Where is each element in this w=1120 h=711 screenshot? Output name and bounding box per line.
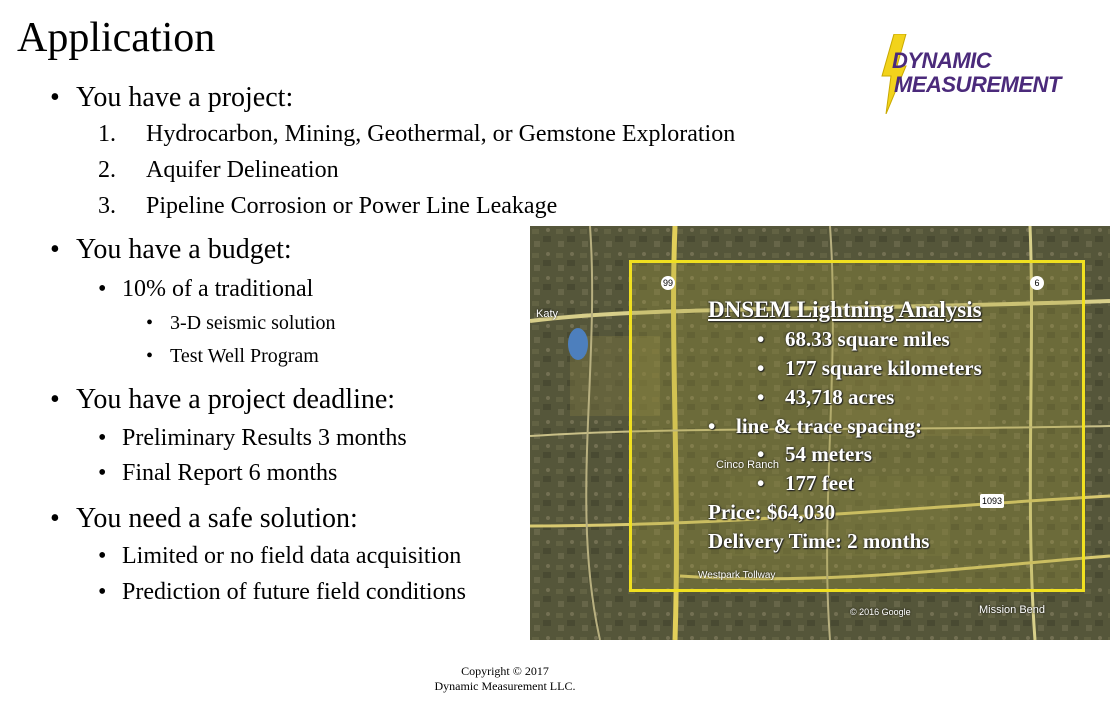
map-label-westpark: Westpark Tollway <box>698 570 776 581</box>
bullet: • <box>98 460 107 486</box>
area-square-miles: 68.33 square miles <box>785 327 950 351</box>
map-label-cinco-ranch: Cinco Ranch <box>716 459 779 471</box>
dynamic-measurement-logo <box>880 34 1061 114</box>
price: Price: $64,030 <box>708 500 836 524</box>
bullet: • <box>50 234 60 265</box>
bullet: • <box>757 385 765 409</box>
area-acres: 43,718 acres <box>785 385 895 409</box>
area-square-km: 177 square kilometers <box>785 356 982 380</box>
bullet: • <box>146 345 154 367</box>
bullet: • <box>98 579 107 605</box>
bullet: • <box>98 276 107 302</box>
slide-title: Application <box>17 15 216 61</box>
satellite-map <box>530 226 1110 640</box>
section-heading-deadline: You have a project deadline: <box>76 384 396 415</box>
logo-line1: DYNAMIC <box>892 48 992 73</box>
list-item: Aquifer Delineation <box>146 157 339 183</box>
bullet: • <box>50 82 60 113</box>
list-item: Prediction of future field conditions <box>122 579 466 605</box>
logo-line2: MEASUREMENT <box>894 72 1061 97</box>
list-item: Final Report 6 months <box>122 460 338 486</box>
list-subitem: Test Well Program <box>170 345 319 367</box>
map-credit: © 2016 Google <box>850 607 911 617</box>
bullet: • <box>98 425 107 451</box>
bullet: • <box>50 503 60 534</box>
delivery-time: Delivery Time: 2 months <box>708 529 930 553</box>
bullet: • <box>708 414 716 438</box>
list-number: 1. <box>98 121 116 147</box>
copyright-footer <box>380 664 630 694</box>
bullet: • <box>50 384 60 415</box>
section-heading-safe: You need a safe solution: <box>76 503 358 534</box>
list-number: 2. <box>98 157 116 183</box>
spacing-feet: 177 feet <box>785 471 855 495</box>
company-line: Dynamic Measurement LLC. <box>434 679 576 693</box>
bullet: • <box>757 471 765 495</box>
list-item: Hydrocarbon, Mining, Geothermal, or Gemstone Exploration <box>146 121 736 147</box>
list-item: Preliminary Results 3 months <box>122 425 407 451</box>
bullet: • <box>757 356 765 380</box>
bullet: • <box>757 327 765 351</box>
highway-shield-99: 99 <box>662 278 673 288</box>
list-number: 3. <box>98 193 116 219</box>
copyright-line: Copyright © 2017 <box>461 664 549 678</box>
map-label-katy: Katy <box>536 308 559 320</box>
list-item: Limited or no field data acquisition <box>122 543 462 569</box>
map-label-mission-bend: Mission Bend <box>979 604 1046 616</box>
spacing-meters: 54 meters <box>785 442 872 466</box>
bullet: • <box>757 442 765 466</box>
list-item: 10% of a traditional <box>122 276 314 302</box>
highway-shield-6: 6 <box>1030 276 1044 290</box>
spacing-label: line & trace spacing: <box>736 414 923 438</box>
bullet: • <box>146 312 154 334</box>
section-heading-project: You have a project: <box>76 82 294 113</box>
list-item: Pipeline Corrosion or Power Line Leakage <box>146 193 558 219</box>
bullet: • <box>98 543 107 569</box>
section-heading-budget: You have a budget: <box>76 234 292 265</box>
analysis-title: DNSEM Lightning Analysis <box>708 297 982 322</box>
highway-shield-1093: 1093 <box>981 496 1003 506</box>
list-subitem: 3-D seismic solution <box>170 312 336 334</box>
